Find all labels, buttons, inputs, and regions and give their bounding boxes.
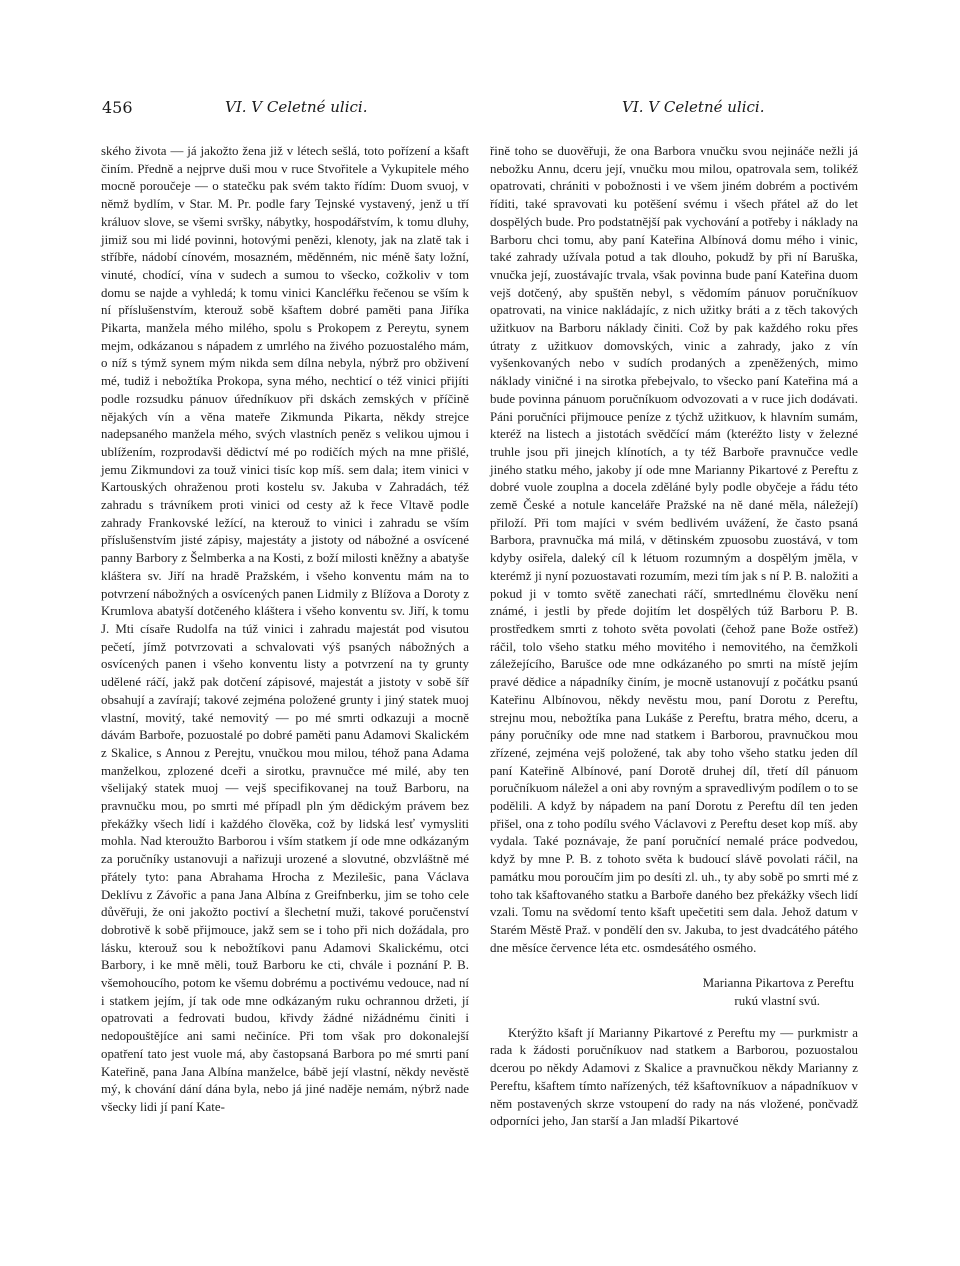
right-paragraph: řině toho se duověřuji, že ona Barbora vnučku svou nejináče nežli já nebožku Annu, dceru její, vnučku mou milou, opatrovala sem, tolikéž opatrovati, chrániti v pobožnosti i ve všem jiném dobrém a poctivém říditi, také spravovati ku potěšení svému i všech přátel až do let dospělých bude. Pro podstatnější pak vychování a potřeby i náklady na Barboru chci tomu, aby paní Kateřina Albínová domu mého i vinic, také zahrady užívala potud a tak dlouho, pokudž by při ní Baruška, vnučka její, zuostávajíc trvala, však povinna bude paní Kateřina duom vejš dotčený, aby spuštěn nebyl, s vědomím pánuov poručníkuov opatrovati, na vinice nakládajíc, z nich užitky bráti a z těch takových užitkuov na Barboru náklady činiti. Což by pak každého roku přes útraty z užitkuov domovských, vinic a zahrady, jako z vín vyšenkovaných nebo v sudích prodaných a zpeněžených, mimo náklady viničné i na sirotka přebejvalo, to všecko paní Kateřina má a bude povinna pánuom poručníkuom odvozovati a v ruce jich dodávati. Páni poručníci přijmouce peníze z týchž užitkuov, k hlavním sumám, kteréž na listech a jistotách svědčící mám (kteréžto listy v železné truhle jsou při jinejch klínotích, a ty též Barboře pravnučce vedle jiného statku mého, jakoby jí ode mne Marianny Pikartové z Pereftu z dobré vuole zouplna a docela zděláné byly podle obyčeje a řádu této země České a notule kanceláře Pražské na ně dané měla, náležejí) přiloží. Při tom majíci v svém bedlivém uvážení, že často psaná Barbora, pravnučka má milá, v dětinském zpuosobu zuostává, v tom kdyby osiřela, daleký cíl k létuom rozumným a dospělým jměla, v kterémž ji nyní pozuostavati rozumím, mezi tím jak s ní P. B. naložiti a pokud ji v tomto světě zanechati ráčí, smrtedlnému člověku není známé, i jestli by přede dojitím let dospělých túž Barboru P. B. prostředkem smrti z tohoto světa povolati (čehož pane Bože ostřež) ráčil, tolo všeho statku mého movitého i nemovitého, na čemžkoli záležejícího, Barušce ode mne odkázaného po smrti na místě jejím pravé dědice a nápadníky činím, je mocně ustanovují z počátku psanú Kateřinu Albínovou, někdy nevěstu mou, paní Dorotu z Pereftu, strejnu mou, nebožtíka pana Lukáše z Pereftu, bratra mého, dceru, a pány poručníky ode mne nad statkem i Barborou, pravnučkou mou zřízené, zejména vejš položené, tak aby toho všeho statku jeden díl paní Kateřině Albínové, paní Dorotě druhej díl, třetí díl pánuom poručníkuom náležel a oni aby rovným a spravedlivým podílem o to se podělili. A když by nápadem na paní Dorotu z Pereftu díl ten jeden přišel, ona z toho podílu svého Václavovi z Pereftu deset kop míš. aby vydala. Také poznávaje, že paní poručnící nemalé práce podvedou, když by mne P. B. z tohoto světa k budoucí slávě povolati ráčil, na památku mou poroučím jim po desíti zl. uh., ty aby sobě po smrti mé z toho tak kšaftovaného statku a Barboře daného bez překážky všech lidí vzali. Tomu na svědomí tento kšaft upečetiti sem dala. Jehož datum v Starém Městě Praž. v pondělí den sv. Jakuba, to jest dvadcátého pátého dne měsíce července léta etc. osmdesátého osmého. bbox=[490, 144, 858, 955]
right-text-column bbox=[490, 143, 858, 1131]
left-text-column bbox=[101, 143, 469, 1117]
page-number: 456 bbox=[102, 98, 133, 117]
left-paragraph: ského života — já jakožto žena již v létech sešlá, toto pořízení a kšaft činím. Předně a nejprve duši mou v ruce Stvořitele a Vykupitele mého mocně poroučeje — o statečku pak svém takto řídím: Duom svuoj, v němž bydlím, v Star. M. Pr. podle fary Tejnské vystavený, jenž u tří králuov slove, se všemi svršky, nábytky, hospodářstvím, k tomu dluhy, jimiž sou mi lidé povinni, hotovými penězi, klenoty, jak na zlatě tak i stříbře, nádobí cínovém, mosazném, měděnném, nic méně šaty ložní, vinuté, chodící, vína v sudech a sumou to všecko, cožkoliv v tom domu se najde a vyhledá; k tomu vinici Kancléřku řečenou se vším k ní příslušenstvím, kterouž sobě kšaftem dobré paměti pana Jiříka Pikarta, manžela mého milého, spolu s Prokopem z Pereytu, synem mejm, odkázanou s nápadem z umrlého na živého pozuostalého mám, o níž s týmž synem mým nikda sem dílna nebyla, nýbrž pro obživení mé, tudiž i nebožtíka Prokopa, syna mého, nechticí o též vinici přijíti podle rozsudku pánuov úředníkuov při dskách zemských v příčině nějakých vín a věna mateře Zikmunda Pikarta, někdy strejce nadepsaného manžela mého, svých vlastních peněz s velikou ujmou i ublížením, rozprodavši dědictví mé po rodičích mých na mne přišlé, jemu Zikmundovi za touž vinici tisíc kop míš. sem dala; item vinici v Kartouských ohraženou proti kostelu sv. Jakuba v Zahradách, též zahradu s trávníkem proti vinici od cesty až k řece Vltavě podle zahrady Frankovské ležící, na kterouž to vinici i zahradu se vším příslušenstvím jisté zápisy, majestáty a jistoty od nábožné a osvícené panny Barbory z Šelmberka a na Kosti, z boží milosti kněžny a abatyše kláštera sv. Jiří na hradě Pražském, i všeho konventu mám na to potvrzení nábožných a osvícených panen Lidmily z Blížova a Doroty z Krumlova abatyší dotčeného kláštera i všeho konventu sv. Jiří, k tomu J. Mti císaře Rudolfa na túž vinici i zahradu majestát pod visutou pečetí, jímž potvrzovati a schvalovati výš psaných nábožných a osvícených panen i všeho konventu listy a potvrzení na ty grunty udělené ráčí, jakž pak dotčení zápisové, majestát a jistoty v sobě šíř obsahují a zavírají; takové zejména položené grunty i jiný statek muoj vlastní, movitý, také nemovitý — po mé smrti odkazuji a mocně dávám Barboře, pozuostalé po dobré paměti panu Adamovi Skalickém z Skalice, s Annou z Perejtu, vnučkou mou milou, téhož pana Adama manželkou, zplozené dceři a sirotku, pravnučce mé milé, aby ten všelijaký statek muoj — vejš specifikovanej na touž Barboru, na pravnučku mou, po smrti mé případl pln ým dědickým právem bez překážky všech lidí i každého člověka, což by lidská lesť vymysliti mohla. Nad kteroužto Barborou i vším statkem jí ode mne odkázaným za poručníky ustanovuji a nařizuji urozené a slovutné, obzvláštně mé přátely tyto: pana Abrahama Hrocha z Mezilešic, pana Václava Deklívu z Závořic a pana Jana Albína z Greifnberku, jim se toho cele důvěřuji, že oni jakožto poctiví a šlechetní muži, takové poručenství dobrotivě k sobě přijmouce, jakž sem se i toho při nich dožádala, pro lásku, kterouž sou k nebožtíkovi panu Adamovi Skalickému, otci Barbory, i ke mně měli, touž Barboru ke cti, chvále i poznání P. B. všemohoucího, potom ke všemu dobrému a poctivému vedouce, nad ní i statkem jejím, jí tak ode mne odkázaným ruku ochrannou držeti, jí opatrovati a fedrovati budou, křivdy žádné nižádnému činiti i nedopouštějíce ani sami nečiníce. Při tom však pro dokonalejší opatření tato jest vuole má, aby častopsaná Barbora po mé smrti paní Kateřině, pana Jana Albína manželce, bábě její vlastní, někdy nevěstě mý, k chování dání dána byla, nebo já jiné naděje nemám, nýbrž nade všecky lidi jí paní Kate- bbox=[101, 144, 469, 1114]
running-title-right: VI. V Celetné ulici. bbox=[622, 98, 765, 116]
closing-paragraph: Kterýžto kšaft jí Marianny Pikartové z Pereftu my — purkmistr a rada k žádosti poručníkuov nad statkem a Barborou, pozuostalou dcerou po někdy Adamovi z Skalice a pravnučkou někdy Marianny z Pereftu, kšaftem tímto nařízených, též kšaftovníkuov a nápadníkuov v něm postavených skrze vstoupení do rady na nás vložené, pončvadž odporníci jeho, Jan starší a Jan mladší Pikartové bbox=[490, 1025, 858, 1129]
signature-heading-subline: rukú vlastní svú. bbox=[734, 994, 820, 1009]
running-header bbox=[0, 98, 960, 122]
signature-heading bbox=[490, 975, 858, 1010]
signature-heading-name: Marianna Pikartova z Pereftu bbox=[702, 976, 854, 991]
running-title-left: VI. V Celetné ulici. bbox=[225, 98, 368, 116]
